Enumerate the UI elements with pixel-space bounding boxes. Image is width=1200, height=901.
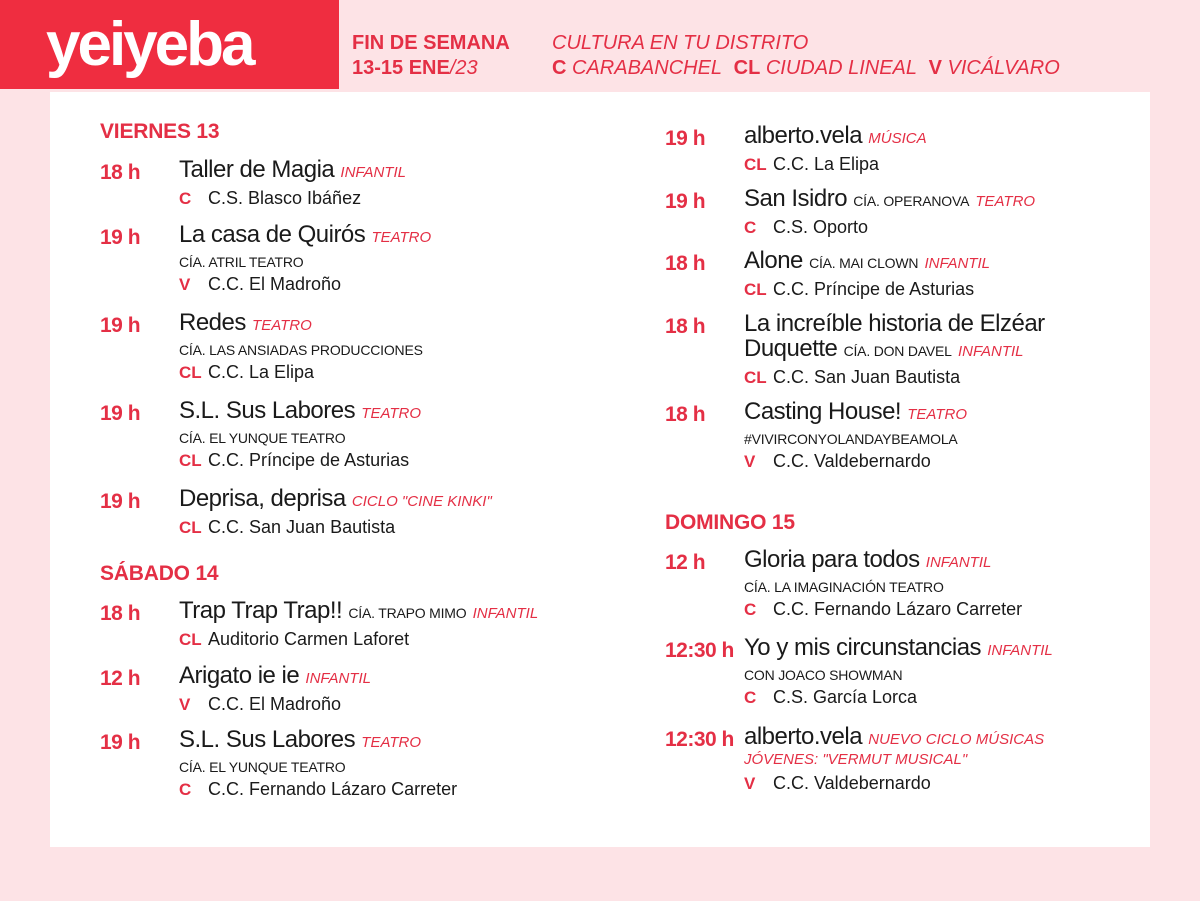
event-item xyxy=(665,187,1150,236)
brand-logo: yeiyeba xyxy=(46,10,253,79)
event-time: 12:30 h xyxy=(665,639,734,662)
district-code: V xyxy=(744,774,756,793)
district-code: V xyxy=(744,452,756,471)
event-category: INFANTIL xyxy=(305,670,371,687)
event-title: alberto.vela xyxy=(744,122,863,149)
event-item xyxy=(665,636,1150,706)
event-venue: C.C. La Elipa xyxy=(208,362,315,382)
event-title: Yo y mis circunstancias xyxy=(744,634,982,661)
program-panel xyxy=(50,92,1150,847)
event-title: alberto.vela xyxy=(744,723,863,750)
event-item xyxy=(100,664,620,713)
event-category: NUEVO CICLO MÚSICAS xyxy=(868,731,1045,748)
event-item xyxy=(665,124,1150,173)
event-venue: C.C. Príncipe de Asturias xyxy=(773,279,975,299)
event-company: CÍA. TRAPO MIMO xyxy=(348,605,467,621)
event-company: CÍA. MAI CLOWN xyxy=(809,255,919,271)
event-time: 19 h xyxy=(665,127,706,150)
district-code: CL xyxy=(179,518,202,537)
event-time: 18 h xyxy=(100,161,141,184)
event-venue: C.C. El Madroño xyxy=(208,694,342,714)
event-title: Casting House! xyxy=(744,398,902,425)
event-title: Arigato ie ie xyxy=(179,662,300,689)
event-title: S.L. Sus Labores xyxy=(179,397,356,424)
event-company: CÍA. LA IMAGINACIÓN TEATRO xyxy=(744,579,944,595)
header-districts xyxy=(552,58,1060,78)
district-code: V xyxy=(179,695,191,714)
district-code: CL xyxy=(179,363,202,382)
event-venue: C.C. El Madroño xyxy=(208,274,342,294)
district-code: C xyxy=(179,780,192,799)
event-category: INFANTIL xyxy=(957,343,1024,360)
event-venue: Auditorio Carmen Laforet xyxy=(208,629,410,649)
header-date-range: 13-15 ENE xyxy=(352,57,450,79)
event-time: 12 h xyxy=(100,667,141,690)
event-item xyxy=(100,223,620,293)
event-venue: C.S. Blasco Ibáñez xyxy=(208,188,362,208)
event-title: Gloria para todos xyxy=(744,546,920,573)
event-venue: C.C. Príncipe de Asturias xyxy=(208,450,410,470)
event-category: TEATRO xyxy=(371,229,432,246)
event-time: 18 h xyxy=(665,252,706,275)
event-venue: C.S. García Lorca xyxy=(773,687,918,707)
day-heading-viernes: VIERNES 13 xyxy=(100,120,220,143)
event-category: TEATRO xyxy=(361,734,422,751)
event-item xyxy=(665,400,1150,470)
event-item xyxy=(100,311,620,381)
event-title: Alone xyxy=(744,247,803,274)
header-date-year: /23 xyxy=(449,57,478,79)
event-venue: C.C. San Juan Bautista xyxy=(208,517,396,537)
event-venue: C.S. Oporto xyxy=(773,217,869,237)
district-code: CL xyxy=(744,155,767,174)
district-code: CL xyxy=(744,368,767,387)
event-title: Taller de Magia xyxy=(179,156,335,183)
event-category: INFANTIL xyxy=(340,164,406,181)
event-category: INFANTIL xyxy=(925,554,992,571)
district-code: V xyxy=(928,57,942,79)
district-code: C xyxy=(552,57,567,79)
day-heading-sabado: SÁBADO 14 xyxy=(100,562,219,585)
event-category: TEATRO xyxy=(975,193,1036,210)
district-code: C xyxy=(744,688,757,707)
event-company: CÍA. EL YUNQUE TEATRO xyxy=(179,759,346,775)
event-venue: C.C. Fernando Lázaro Carreter xyxy=(773,599,1023,619)
district-code: CL xyxy=(744,280,767,299)
event-title-cont: Duquette xyxy=(744,335,838,362)
event-time: 19 h xyxy=(100,731,141,754)
event-hashtag: #VIVIRCONYOLANDAYBEAMOLA xyxy=(744,431,958,447)
event-item xyxy=(665,312,1150,386)
event-time: 12 h xyxy=(665,551,706,574)
event-title: San Isidro xyxy=(744,185,848,212)
event-item xyxy=(100,728,620,798)
event-company: CÍA. OPERANOVA xyxy=(853,193,970,209)
event-title: La increíble historia de Elzéar xyxy=(744,310,1045,337)
district-name: CIUDAD LINEAL xyxy=(765,57,918,79)
event-venue: C.C. Valdebernardo xyxy=(773,451,931,471)
event-item xyxy=(100,399,620,469)
event-time: 18 h xyxy=(100,602,141,625)
event-title: Trap Trap Trap!! xyxy=(179,597,343,624)
event-company: CÍA. EL YUNQUE TEATRO xyxy=(179,430,346,446)
header-info xyxy=(352,33,1172,83)
district-code: C xyxy=(744,600,757,619)
event-item xyxy=(665,249,1150,298)
event-category: TEATRO xyxy=(361,405,422,422)
district-code: C xyxy=(179,189,192,208)
district-name: CARABANCHEL xyxy=(572,57,723,79)
event-title: La casa de Quirós xyxy=(179,221,366,248)
district-code: CL xyxy=(179,451,202,470)
event-time: 18 h xyxy=(665,403,706,426)
event-category: INFANTIL xyxy=(924,255,991,272)
event-title: S.L. Sus Labores xyxy=(179,726,356,753)
header-dates xyxy=(352,58,478,78)
event-time: 12:30 h xyxy=(665,728,734,751)
district-code: C xyxy=(744,218,757,237)
event-time: 19 h xyxy=(100,226,141,249)
event-time: 19 h xyxy=(665,190,706,213)
event-venue: C.C. San Juan Bautista xyxy=(773,367,961,387)
event-company: CÍA. ATRIL TEATRO xyxy=(179,254,304,270)
day-heading-domingo: DOMINGO 15 xyxy=(665,511,795,534)
event-time: 19 h xyxy=(100,490,141,513)
event-category: INFANTIL xyxy=(472,605,539,622)
event-category: MÚSICA xyxy=(868,130,927,147)
event-item xyxy=(665,725,1150,792)
event-title: Redes xyxy=(179,309,246,336)
event-category: CICLO "CINE KINKI" xyxy=(351,493,492,510)
event-item xyxy=(100,487,620,536)
event-item xyxy=(665,548,1150,618)
header-tagline: CULTURA EN TU DISTRITO xyxy=(552,32,809,54)
event-item xyxy=(100,158,620,207)
event-venue: C.C. Fernando Lázaro Carreter xyxy=(208,779,458,799)
district-code: CL xyxy=(179,630,202,649)
header-weekend-label: FIN DE SEMANA xyxy=(352,32,510,54)
event-venue: C.C. La Elipa xyxy=(773,154,880,174)
event-title: Deprisa, deprisa xyxy=(179,485,346,512)
event-category: INFANTIL xyxy=(987,642,1053,659)
event-item xyxy=(100,599,640,648)
event-venue: C.C. Valdebernardo xyxy=(773,773,931,793)
event-time: 18 h xyxy=(665,315,706,338)
district-code: V xyxy=(179,275,191,294)
district-code: CL xyxy=(733,57,761,79)
event-category: TEATRO xyxy=(907,406,967,423)
event-company: CON JOACO SHOWMAN xyxy=(744,667,903,683)
district-name: VICÁLVARO xyxy=(947,57,1060,79)
event-time: 19 h xyxy=(100,314,141,337)
event-company: CÍA. LAS ANSIADAS PRODUCCIONES xyxy=(179,342,423,358)
event-time: 19 h xyxy=(100,402,141,425)
event-category: TEATRO xyxy=(252,317,312,334)
brand-block xyxy=(0,0,339,89)
event-category-cont: JÓVENES: "VERMUT MUSICAL" xyxy=(744,751,968,768)
event-company: CÍA. DON DAVEL xyxy=(843,343,952,359)
